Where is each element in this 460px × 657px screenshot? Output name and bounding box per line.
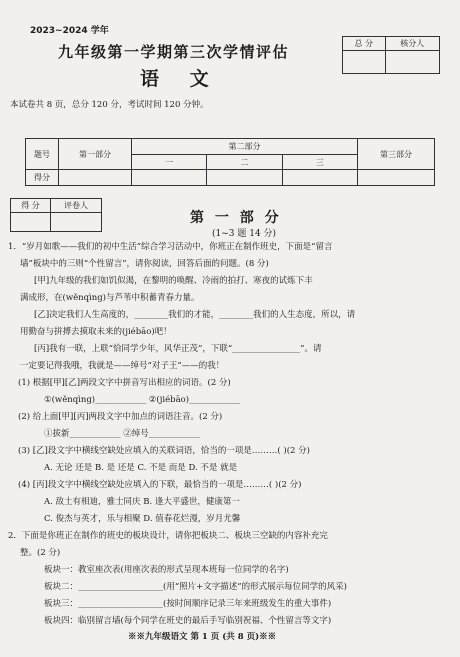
question-line: 板块一：教室座次表(用座次表的形式呈现本班每一位同学的名字) [44, 565, 289, 575]
question-line: ①(wěnqìng)____________ ②(jiébāo)____________ [44, 395, 241, 405]
question-line: [乙]决定我们人生高度的，________我们的才能，________我们的人生态度，所以，请 [34, 310, 356, 320]
question-line: ①拔新____________ ②绰号____________ [44, 429, 200, 439]
score-cell-part2-1[interactable] [132, 170, 207, 186]
total-score-cell[interactable] [343, 51, 386, 74]
grader-score-cell[interactable] [11, 213, 51, 232]
question-line: 满成形，在(wěnqìng)与芦苇中积蓄青春力量。 [20, 293, 200, 303]
total-score-header: 总 分 [343, 37, 386, 51]
question-line: 板块二：____________________(用“照片+文字描述”的形式展示每位同学的风采) [44, 582, 347, 592]
score-cell-part2-3[interactable] [282, 170, 357, 186]
question-line: [丙]我有一联，上联“恰同学少年，风华正茂”，下联“________________”。请 [34, 344, 322, 354]
academic-year: 2023~2024 学年 [30, 26, 109, 36]
question-line: 整。(2 分) [20, 548, 61, 558]
part1-header: 第一部分 [59, 139, 132, 170]
score-table [25, 138, 435, 186]
grader-box [10, 198, 102, 232]
part2-sub-3: 三 [282, 155, 357, 170]
score-cell-part2-2[interactable] [207, 170, 282, 186]
exam-title: 九年级第一学期第三次学情评估 [58, 43, 290, 61]
score-cell-part3[interactable] [358, 170, 435, 186]
grader-name-header: 评卷人 [50, 199, 101, 213]
question-line: 板块三：____________________(按时间顺序记录三年来班级发生的重大事件) [44, 599, 332, 609]
question-line: (1) 根据[甲][乙]两段文字中拼音写出相应的词语。(2 分) [18, 378, 231, 388]
page-footer: ※※九年级语文 第 1 页 (共 8 页)※※ [128, 632, 277, 642]
part2-header: 第二部分 [132, 139, 358, 155]
question-line: A. 无论 还是 B. 是 还是 C. 不是 而是 D. 不是 就是 [44, 463, 238, 473]
subject-title: 语 文 [140, 68, 221, 90]
exam-notice: 本试卷共 8 页，总分 120 分，考试时间 120 分钟。 [10, 100, 209, 110]
part2-sub-2: 二 [207, 155, 282, 170]
question-line: (4) [丙]段文字中横线空缺处应填入的下联，最恰当的一项是………( )(2 分) [18, 480, 302, 490]
score-row-label: 得分 [26, 170, 59, 186]
part3-header: 第三部分 [358, 139, 435, 170]
question-line: 墙”板块中的三则“个性留言”，请你阅读，回答后面的问题。(8 分) [20, 259, 269, 269]
section-title: 第 一 部 分 [190, 210, 282, 226]
question-number-label: 题号 [26, 139, 59, 170]
question-line: 2．下面是你班正在制作的班史的板块设计，请你把板块二、板块三空缺的内容补充完 [8, 531, 328, 541]
section-subtitle: (1~3 题 14 分) [212, 229, 277, 239]
question-line: [甲]九年级的我们如饥似渴，在黎明的唤醒、冷雨的拍打、寒夜的试炼下丰 [34, 276, 313, 286]
part2-sub-1: 一 [132, 155, 207, 170]
checker-header: 核分人 [385, 37, 439, 51]
grader-score-header: 得 分 [11, 199, 51, 213]
question-line: (2) 给上面[甲][丙]两段文字中加点的词语注音。(2 分) [18, 412, 223, 422]
score-cell-part1[interactable] [59, 170, 132, 186]
total-score-box [342, 36, 440, 74]
grader-name-cell[interactable] [50, 213, 101, 232]
checker-cell[interactable] [385, 51, 439, 74]
question-line: 一定要记得我哦，我就是——绰号“对子王”——的我！ [20, 361, 225, 371]
question-line: (3) [乙]段文字中横线空缺处应填入的关联词语，恰当的一项是………( )(2 分) [18, 446, 310, 456]
question-line: C. 俊杰与英才，乐与相聚 D. 值春花烂漫，岁月尤馨 [44, 514, 241, 524]
question-line: A. 敌土有相迪，雅士同庆 B. 逢大平盛世，健康第一 [44, 497, 240, 507]
question-line: 1．“岁月如歌——我们的初中生活”综合学习活动中，你班正在制作班史，下面是“留言 [8, 242, 333, 252]
question-line: 板块四：临别留言墙(每个同学在班史的最后手写临别祝福、个性留言等文字) [44, 616, 332, 626]
question-line: 用勤奋与拼搏去摸取未来的(jiébāo)吧！ [20, 327, 172, 337]
